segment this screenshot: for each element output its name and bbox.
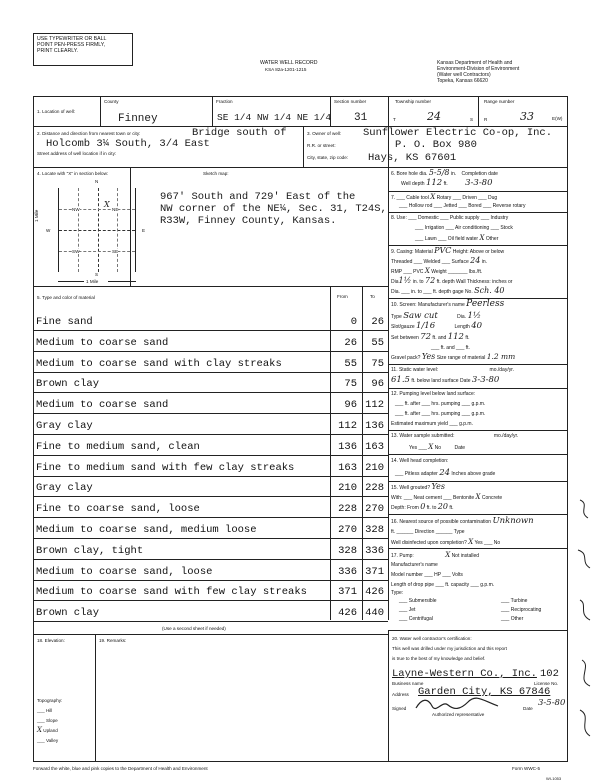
address-label: Address	[392, 692, 409, 697]
log-row-rule	[33, 330, 388, 331]
f12-yield: Estimated maximum yield ___ g.p.m.	[391, 421, 473, 427]
log-from: 136	[338, 440, 357, 453]
grid-ne: NE	[112, 207, 119, 212]
elevation-label: 18. Elevation:	[37, 638, 65, 643]
log-from: 228	[338, 503, 357, 516]
section-label: Section number	[334, 99, 367, 104]
log-material: Fine to coarse sand, loose	[36, 503, 200, 516]
f7-rotary: Rotary	[436, 195, 452, 201]
f8-x: X	[479, 234, 485, 242]
f15-with: With: ___ Neat cement ___ Bentonite	[391, 495, 475, 501]
t-label: T	[393, 117, 396, 122]
f16-x: X	[468, 538, 474, 546]
f10-gravel: Gravel pack?	[391, 355, 421, 361]
f6-depth-label: Well depth	[401, 181, 425, 187]
f9-wall: Wall Thickness: inches or	[456, 279, 513, 285]
mile-vertical: 1 Mile	[34, 209, 39, 222]
rr-label: R.R. or street:	[307, 143, 336, 148]
f10-label: 10. Screen: Manufacturer's name	[391, 302, 465, 308]
f17-not: Not installed	[451, 553, 480, 559]
f10-ft: ft.	[465, 335, 470, 341]
f16-label: 16. Nearest source of possible contamination	[391, 519, 492, 525]
township-value: 24	[427, 110, 441, 123]
f10-size: Size range of material	[436, 355, 486, 361]
f17-model: Model number ___ HP ___ Volts	[391, 572, 463, 578]
license-label: License No.	[534, 681, 559, 686]
f16-yes: Yes	[474, 540, 483, 546]
log-row-rule	[33, 559, 388, 560]
log-material: Brown clay	[36, 607, 100, 620]
f11-level: 61.5	[391, 375, 410, 385]
f9-weight: Weight _______ lbs./ft.	[431, 269, 483, 275]
fraction-value: SE 1/4 NW 1/4 NE 1/4	[217, 112, 332, 123]
f8-line3: ___ Lawn ___ Oil field water	[415, 236, 479, 242]
cert-label: 20. Water well contractor's certification:	[392, 636, 472, 641]
f9-in: in.	[481, 259, 487, 265]
f6-ft: ft.	[443, 181, 448, 187]
f10-mfr: Peerless	[466, 299, 505, 309]
agency-block	[437, 60, 519, 84]
f7-x: X	[430, 193, 436, 201]
business-name: Layne-Western Co., Inc.	[392, 668, 537, 680]
log-from: 55	[344, 357, 357, 370]
f6-in: in.	[450, 171, 457, 177]
f10-set-b: 112	[447, 332, 464, 342]
f6-label: 6. Bore hole dia.	[391, 171, 428, 177]
footer-form: Form WWC-5	[512, 766, 541, 771]
agency-line-4: Topeka, Kansas 66620	[437, 78, 488, 84]
f10-set-a: 72	[420, 332, 432, 342]
log-row-rule	[33, 621, 388, 622]
f10-type-val: Saw cut	[403, 311, 438, 321]
county-value: Finney	[118, 113, 158, 125]
f17-mfr: Manufacturer's name	[391, 562, 438, 568]
distance-value-2: Holcomb 3¼ South, 3/4 East	[46, 138, 210, 150]
section-value: 31	[354, 112, 368, 124]
f15-x: X	[475, 493, 481, 501]
sketch-line-2: NW corner of the NE¼, Sec. 31, T24S,	[160, 203, 387, 215]
log-to: 26	[371, 316, 384, 328]
log-to: 112	[365, 399, 384, 412]
log-to: 163	[365, 440, 384, 453]
grid-west: W	[46, 228, 51, 233]
second-sheet-note: (Use a second sheet if needed)	[162, 626, 226, 631]
f6-completion: Completion date	[461, 171, 498, 177]
footer-code: WI-1053	[546, 776, 562, 780]
log-label: 5. Type and color of material	[37, 295, 95, 300]
log-row-rule	[33, 517, 388, 518]
agency-line-1: Kansas Department of Health and	[437, 60, 513, 66]
log-to: 426	[365, 586, 384, 599]
f10-slot: Slot/gauze	[391, 324, 415, 330]
county-label: County	[104, 99, 119, 104]
grid-x-mark: X	[104, 200, 110, 209]
f10-slot-val: 1/16	[416, 321, 436, 331]
f6-date: 3-3-80	[465, 178, 493, 188]
log-material: Fine sand	[36, 316, 93, 328]
topo-valley: ___ Valley	[37, 738, 59, 743]
township-label: Township number	[395, 99, 432, 104]
f10-set: Set between	[391, 335, 419, 341]
auth-label: Authorized representative	[432, 712, 485, 717]
log-material: Medium to coarse sand with few clay streaks	[36, 586, 307, 599]
log-row-rule	[33, 600, 388, 601]
form-statute: KSA 82a-1201-1215	[265, 67, 307, 72]
f15-depth: Depth: From	[391, 505, 419, 511]
grid-east: E	[142, 228, 146, 233]
log-material: Medium to coarse sand, loose	[36, 565, 213, 578]
log-to: 96	[371, 378, 384, 391]
f11-label: 11. Static water level:	[391, 367, 439, 373]
f9-rmp: RMP ___ PVC	[391, 269, 424, 275]
grid-north: N	[95, 179, 99, 184]
f14-label: 14. Well head completion:	[391, 458, 449, 464]
f9-height: Height: Above or below	[452, 249, 505, 255]
topo-hill: ___ Hill	[37, 708, 53, 713]
topography-label: Topography:	[37, 698, 63, 703]
f9-surface-val: 24	[470, 256, 481, 265]
log-material: Fine to medium sand with few clay streaks	[36, 461, 295, 474]
f17-turbine: ___ Turbine	[501, 598, 528, 604]
f17-other: ___ Other	[501, 616, 524, 622]
log-material: Medium to coarse sand	[36, 336, 169, 349]
log-to: 328	[365, 524, 384, 536]
f10-type: Type	[391, 314, 402, 320]
f15-val: Yes	[431, 482, 445, 491]
f12-l2: ___ ft. after ___ hrs. pumping ___ g.p.m.	[395, 411, 486, 417]
log-from: 163	[338, 461, 357, 474]
to-label: To	[370, 294, 375, 299]
location-label: 1. Location of well:	[37, 109, 76, 114]
f10-dia: Dia.	[457, 314, 467, 320]
agency-line-3: (Water well Contractors)	[437, 72, 491, 78]
city-label: City, state, zip code:	[307, 155, 349, 160]
log-to: 228	[365, 482, 384, 495]
log-to: 270	[365, 503, 384, 516]
f9-dia2: Dia. ___ in. to ___ ft. depth	[391, 289, 452, 295]
f11-below: ft. below land surface Date	[411, 378, 471, 384]
log-material: Medium to coarse sand	[36, 399, 169, 412]
log-to: 75	[371, 357, 384, 370]
grid-se: SE	[112, 249, 119, 254]
log-to: 440	[365, 607, 384, 620]
f8-line1: 8. Use: ___ Domestic ___ Public supply ___ Industry	[391, 215, 509, 221]
log-material: Brown clay, tight	[36, 544, 144, 557]
section-grid	[58, 188, 136, 272]
f17-x: X	[445, 551, 451, 559]
form-title: WATER WELL RECORD	[260, 60, 318, 66]
f14-val: 24	[439, 468, 451, 478]
log-to: 136	[365, 420, 384, 432]
f10-gravel-val: Yes	[421, 352, 436, 361]
f7-dug: ___ Dug	[478, 195, 498, 201]
signed-label: Signed	[392, 706, 407, 711]
distance-label: 2. Distance and direction from nearest town or city:	[37, 131, 141, 136]
topo-upland-x: X	[37, 726, 42, 734]
range-label: Range number	[484, 99, 515, 104]
f10-length: Length	[454, 324, 470, 330]
topo-upland	[37, 728, 58, 733]
footer-forward: Forward the white, blue and pink copies to the Department of Health and Environment	[33, 766, 208, 771]
agency-line-2: Environment-Division of Environment	[437, 66, 520, 72]
f8-other: Other	[485, 236, 499, 242]
f14-pitless: ___ Pitless adapter	[395, 471, 438, 477]
log-to: 336	[365, 544, 384, 557]
f7-line2: ___ Hollow rod ___ Jetted ___ Bored ___ Reverse rotary	[399, 203, 526, 209]
f7-driven: ___ Driven	[452, 195, 477, 201]
f17-length: Length of drop pipe ___ ft. capacity ___ g.p.m.	[391, 582, 495, 588]
sketch-label: Sketch map:	[203, 171, 229, 176]
log-material: Medium to coarse sand, medium loose	[36, 524, 257, 536]
instruction-box	[33, 33, 133, 66]
log-row-rule	[33, 413, 388, 414]
log-from: 336	[338, 565, 357, 578]
f9-dia-to: in. to	[412, 279, 424, 285]
distance-value-1: Bridge south of	[192, 127, 287, 139]
f9-label: 9. Casing: Material	[391, 249, 433, 255]
f10-dia-val: 1½	[467, 311, 482, 321]
log-from: 26	[344, 336, 357, 349]
f17-type: Type:	[391, 590, 404, 596]
f11-date: 3-3-80	[471, 375, 500, 385]
f10-ftand: ft. and	[432, 335, 447, 341]
f9-gage: gage No.	[452, 289, 473, 295]
f12-l1: ___ ft. after ___ hrs. pumping ___ g.p.m.	[395, 401, 486, 407]
log-from: 371	[338, 586, 357, 599]
f16-disinf: Well disinfected upon completion?	[391, 540, 467, 546]
log-row-rule	[33, 455, 388, 456]
log-row-rule	[33, 434, 388, 435]
owner-city: Hays, KS 67601	[368, 152, 457, 164]
f17-cent: ___ Centrifugal	[399, 616, 433, 622]
range-value: 33	[520, 110, 534, 123]
owner-street: P. O. Box 980	[395, 139, 477, 151]
f9-gage-val: Sch. 40	[474, 286, 505, 295]
locate-label: 4. Locate with "X" in section below:	[37, 171, 109, 176]
grid-nw: NW	[72, 207, 80, 212]
owner-value: Sunflower Electric Co-op, Inc.	[363, 127, 553, 139]
f13-date: Date	[454, 445, 466, 451]
f14-above: Inches above grade	[451, 471, 496, 477]
sketch-line-3: R33W, Finney County, Kansas.	[160, 215, 337, 227]
fraction-label: Fraction	[216, 99, 233, 104]
f6-depth: 112	[425, 178, 443, 188]
f17-jet: ___ Jet	[399, 607, 416, 613]
f17-sub: ___ Submersible	[399, 598, 437, 604]
f15-from: 0	[420, 502, 426, 511]
f16-val: Unknown	[492, 516, 534, 526]
f9-dia-to-val: 72	[424, 276, 436, 285]
log-material: Gray clay	[36, 420, 93, 432]
log-row-rule	[33, 580, 388, 581]
f6-dia: 5-5/8	[428, 168, 450, 177]
log-to: 371	[365, 565, 384, 578]
f15-concrete: Concrete	[481, 495, 503, 501]
instruction-line-3: PRINT CLEARLY.	[37, 48, 78, 54]
s-label: S	[470, 117, 474, 122]
cert-line-2: is true to the best of my knowledge and belief.	[392, 656, 486, 661]
f9-dia: Dia	[391, 279, 399, 285]
log-to: 55	[371, 336, 384, 349]
f10-size-val: 1.2 mm	[486, 352, 516, 361]
f17-recip: ___ Reciprocating	[501, 607, 542, 613]
f13-unit: mo./day/yr.	[493, 433, 519, 439]
sketch-line-1: 967' South and 729' East of the	[160, 191, 356, 203]
date-value: 3-5-80	[538, 698, 566, 708]
log-row-rule	[33, 538, 388, 539]
instruction-line-2: POINT PEN-PRESS FIRMLY,	[37, 42, 106, 48]
log-row-rule	[33, 496, 388, 497]
log-from: 426	[338, 607, 357, 620]
log-material: Medium to coarse sand with clay streaks	[36, 357, 282, 370]
remarks-label: 19. Remarks:	[99, 638, 127, 643]
f12-label: 12. Pumping level below land surface:	[391, 391, 476, 397]
f16-no: No	[493, 540, 501, 546]
log-from: 0	[350, 316, 357, 328]
log-from: 96	[344, 399, 357, 412]
business-label: Business name	[392, 681, 424, 686]
f15-label: 15. Well grouted?	[391, 485, 431, 491]
street-address-label: Street address of well location if in city:	[37, 151, 117, 156]
f7-label: 7. ___ Cable tool	[391, 195, 429, 201]
f8-line2: ___ Irrigation ___ Air conditioning ___ Stock	[415, 225, 513, 231]
log-row-rule	[33, 476, 388, 477]
f16-l2: ft. ______ Direction ______ Type	[391, 529, 465, 535]
f9-dia-val: 1½	[398, 276, 412, 285]
f15-ftto: ft. to	[426, 505, 437, 511]
r-label: R	[484, 117, 488, 122]
from-label: From	[337, 294, 348, 299]
f9-dia-depth: ft. depth	[436, 279, 455, 285]
date-label: Date	[523, 706, 533, 711]
f15-to: 20	[437, 502, 448, 511]
log-from: 75	[344, 378, 357, 391]
log-from: 328	[338, 544, 357, 557]
f13-no: No	[434, 445, 442, 451]
f13-label: 13. Water sample submitted:	[391, 433, 455, 439]
sketch-text	[160, 191, 387, 227]
signature-scribble	[412, 696, 502, 712]
f10-line3: ___ ft. and ___ ft.	[431, 345, 470, 351]
address-value: Garden City, KS 67846	[418, 686, 551, 698]
mile-horizontal: 1 Mile	[86, 279, 99, 284]
grid-south: S	[95, 272, 99, 277]
f15-ft: ft.	[449, 505, 454, 511]
f13-yes: Yes	[409, 445, 418, 451]
f17-label: 17. Pump:	[391, 553, 414, 559]
topo-slope: ___ Slope	[37, 718, 58, 723]
log-to: 210	[365, 461, 384, 474]
log-from: 112	[338, 420, 357, 432]
f9-material: PVC	[434, 246, 452, 255]
f9-pvc-x: X	[424, 267, 430, 275]
instruction-line-1: USE TYPEWRITER OR BALL	[37, 36, 107, 42]
license-no: 102	[540, 668, 559, 680]
ew-label: E(W)	[552, 116, 563, 121]
f13-x: X	[428, 443, 434, 451]
f9-surface: Surface	[451, 259, 469, 265]
f10-length-val: 40	[471, 321, 483, 331]
owner-label: 3. Owner of well:	[307, 131, 342, 136]
margin-scribble	[574, 490, 596, 750]
f9-threaded: Threaded ___ Welded ___	[391, 259, 451, 265]
log-material: Gray clay	[36, 482, 93, 495]
log-row-rule	[33, 372, 388, 373]
log-material: Brown clay	[36, 378, 100, 391]
log-row-rule	[33, 392, 388, 393]
log-material: Fine to medium sand, clean	[36, 440, 200, 453]
f11-unit: mo./day/yr.	[489, 367, 514, 373]
cert-line-1: This well was drilled under my jurisdiction and this report	[392, 646, 507, 651]
log-from: 210	[338, 482, 357, 495]
log-from: 270	[338, 524, 357, 536]
topo-upland-label: Upland	[43, 728, 58, 733]
grid-sw: SW	[72, 249, 80, 254]
log-row-rule	[33, 351, 388, 352]
